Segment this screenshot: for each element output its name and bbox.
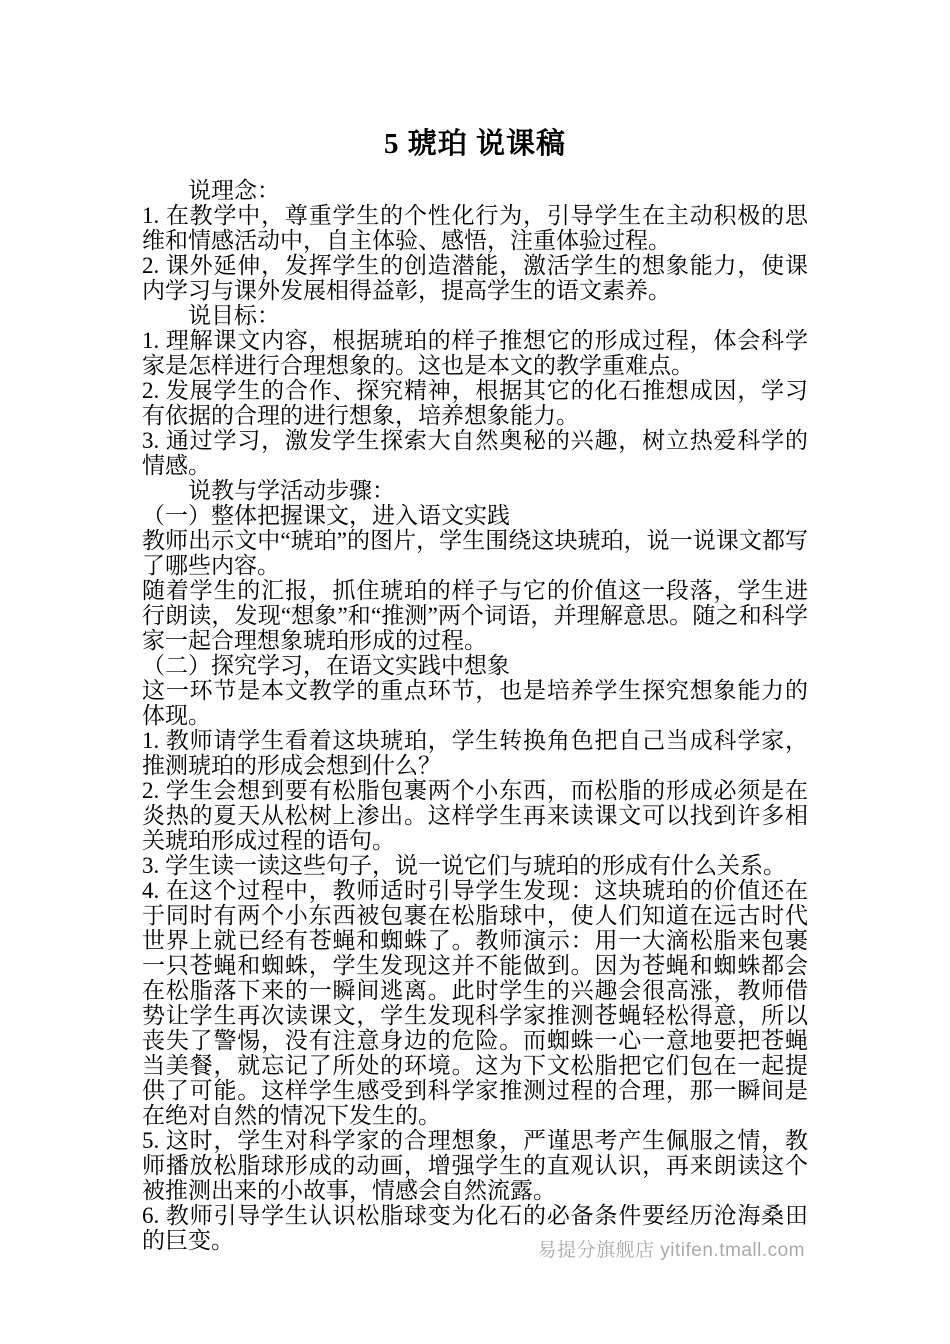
paragraph: 1. 理解课文内容，根据琥珀的样子推想它的形成过程，体会科学家是怎样进行合理想象的。这也是本文的教学重难点。 bbox=[142, 328, 808, 378]
paragraph: 教师出示文中“琥珀”的图片，学生围绕这块琥珀，说一说课文都写了哪些内容。 bbox=[142, 528, 808, 578]
paragraph: （二）探究学习，在语文实践中想象 bbox=[142, 653, 510, 678]
paragraph: 这一环节是本文教学的重点环节，也是培养学生探究想象能力的体现。 bbox=[142, 678, 808, 728]
paragraph: 2. 发展学生的合作、探究精神，根据其它的化石推想成因，学习有依据的合理的进行想象，培养想象能力。 bbox=[142, 378, 808, 428]
paragraph: 3. 通过学习，激发学生探索大自然奥秘的兴趣，树立热爱科学的情感。 bbox=[142, 428, 808, 478]
paragraph: 2. 课外延伸，发挥学生的创造潜能，激活学生的想象能力，使课内学习与课外发展相得益彰，提高学生的语文素养。 bbox=[142, 253, 808, 303]
paragraph: 说目标： bbox=[188, 303, 280, 328]
paragraph: 3. 学生读一读这些句子，说一说它们与琥珀的形成有什么关系。 bbox=[142, 853, 786, 878]
document-title: 5 琥珀 说课稿 bbox=[383, 128, 566, 160]
paragraph: 1. 在教学中，尊重学生的个性化行为，引导学生在主动积极的思维和情感活动中，自主体验、感悟，注重体验过程。 bbox=[142, 203, 808, 253]
document-body bbox=[142, 178, 808, 1253]
watermark-text: 易提分旗舰店 yitifen.tmall.com bbox=[537, 1240, 805, 1261]
paragraph: 说理念： bbox=[188, 178, 280, 203]
paragraph: 随着学生的汇报，抓住琥珀的样子与它的价值这一段落，学生进行朗读，发现“想象”和“推测”两个词语，并理解意思。随之和科学家一起合理想象琥珀形成的过程。 bbox=[142, 578, 808, 653]
paragraph: 说教与学活动步骤： bbox=[188, 478, 395, 503]
paragraph: 5. 这时，学生对科学家的合理想象，严谨思考产生佩服之情，教师播放松脂球形成的动画，增强学生的直观认识，再来朗读这个被推测出来的小故事，情感会自然流露。 bbox=[142, 1128, 808, 1203]
paragraph: 1. 教师请学生看着这块琥珀，学生转换角色把自己当成科学家，推测琥珀的形成会想到什么？ bbox=[142, 728, 808, 778]
paragraph: 4. 在这个过程中，教师适时引导学生发现：这块琥珀的价值还在于同时有两个小东西被包裹在松脂球中，使人们知道在远古时代世界上就已经有苍蝇和蜘蛛了。教师演示：用一大滴松脂来包裹一只苍蝇和蜘蛛，学生发现这并不能做到。因为苍蝇和蜘蛛都会在松脂落下来的一瞬间逃离。此时学生的兴趣会很高涨，教师借势让学生再次读课文，学生发现科学家推测苍蝇轻松得意，所以丧失了警惕，没有注意身边的危险。而蜘蛛一心一意地要把苍蝇当美餐，就忘记了所处的环境。这为下文松脂把它们包在一起提供了可能。这样学生感受到科学家推测过程的合理，那一瞬间是在绝对自然的情况下发生的。 bbox=[142, 878, 808, 1128]
paragraph: （一）整体把握课文，进入语文实践 bbox=[142, 503, 510, 528]
paragraph: 6. 教师引导学生认识松脂球变为化石的必备条件要经历沧海桑田的巨变。 bbox=[142, 1203, 808, 1253]
paragraph: 2. 学生会想到要有松脂包裹两个小东西，而松脂的形成必须是在炎热的夏天从松树上渗出。这样学生再来读课文可以找到许多相关琥珀形成过程的语句。 bbox=[142, 778, 808, 853]
